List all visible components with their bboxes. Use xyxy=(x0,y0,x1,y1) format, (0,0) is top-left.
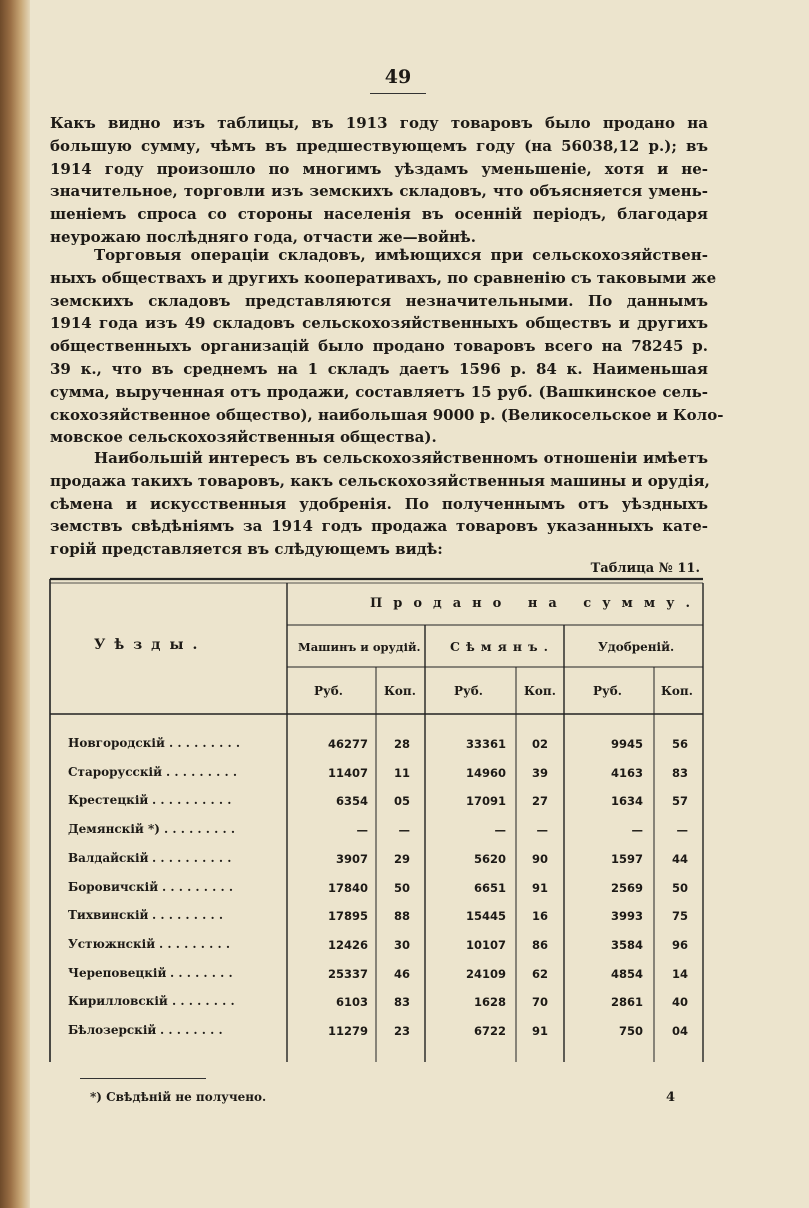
table-cell: 1628 xyxy=(473,995,506,1010)
table-cell: 57 xyxy=(671,794,688,809)
table-cell: 6103 xyxy=(335,995,368,1010)
table-cell: 56 xyxy=(671,737,688,751)
table-cell: 46 xyxy=(393,966,410,981)
table-cell: 6722 xyxy=(473,1024,506,1038)
table-subheader: Руб. xyxy=(314,684,343,698)
table-cell: 750 xyxy=(618,1024,643,1038)
table-cell: 5620 xyxy=(473,851,506,866)
table-cell: 23 xyxy=(393,1024,410,1038)
table-cell: 28 xyxy=(393,737,410,751)
table-cell: — xyxy=(494,823,506,838)
paragraph-line: Наибольшій интересъ въ сельскохозяйственномъ отношеніи имѣетъ xyxy=(94,449,708,467)
paragraph-line: общественныхъ организацій было продано товаровъ всего на 78245 р. xyxy=(50,337,708,356)
table-header-uezdy: Уѣзды. xyxy=(94,637,207,653)
table-cell: 17840 xyxy=(327,880,368,895)
paragraph-line: Торговыя операціи складовъ, имѣющихся при сельскохозяйствен- xyxy=(94,246,708,264)
table-row-name: Валдайскій xyxy=(68,850,149,865)
table-cell: 15445 xyxy=(465,909,506,924)
table-cell: — xyxy=(398,823,410,838)
table-row-dots: . . . . . . . . xyxy=(170,965,233,980)
table-cell: 91 xyxy=(531,880,548,895)
table-cell: 75 xyxy=(671,909,688,924)
table-cell: 50 xyxy=(393,880,410,895)
footnote-rule xyxy=(80,1078,206,1079)
paragraph-line: продажа такихъ товаровъ, какъ сельскохозяйственныя машины и орудія, xyxy=(50,471,710,490)
table-cell: 83 xyxy=(393,995,410,1010)
paragraph-line: ныхъ обществахъ и другихъ кооперативахъ, по сравненію съ таковыми же xyxy=(50,268,717,287)
paragraph-line: 1914 года изъ 49 складовъ сельскохозяйственныхъ обществъ и другихъ xyxy=(50,314,708,333)
table-group-fertilizers: Удобреній. xyxy=(598,640,675,654)
table-cell: 44 xyxy=(671,851,688,866)
table-row-name: Старорусскій xyxy=(68,764,162,779)
table-cell: 4854 xyxy=(610,966,643,981)
table-cell: 88 xyxy=(393,909,410,924)
table-row-name: Новгородскій xyxy=(68,736,165,750)
table-row-name: Устюжнскій xyxy=(68,936,156,951)
page xyxy=(30,0,809,1208)
table-cell: 30 xyxy=(393,937,410,952)
table-row-name: Боровичскій xyxy=(68,879,159,894)
table-cell: 2861 xyxy=(610,995,643,1010)
table-cell: 39 xyxy=(531,765,548,780)
paragraph-line: мовское сельскохозяйственныя общества). xyxy=(50,428,437,447)
page-number: 49 xyxy=(384,66,412,88)
paragraph-line: 1914 году произошло по многимъ уѣздамъ уменьшеніе, хотя и не- xyxy=(50,159,708,178)
table-row-dots: . . . . . . . . . xyxy=(166,764,238,779)
table-cell: 91 xyxy=(531,1024,548,1038)
table-cell: 1597 xyxy=(610,851,643,866)
table-subheader: Коп. xyxy=(384,684,416,698)
table-cell: 3584 xyxy=(610,937,643,952)
table-cell: 14960 xyxy=(465,765,506,780)
table-cell: 2569 xyxy=(610,880,643,895)
table-cell: 29 xyxy=(393,851,410,866)
table-cell: — xyxy=(536,823,548,838)
table-row-dots: . . . . . . . . xyxy=(172,994,235,1009)
paragraph-line: неурожаю послѣдняго года, отчасти же—войнѣ. xyxy=(50,227,476,246)
table-cell: 9945 xyxy=(610,737,643,751)
table-cell: 05 xyxy=(393,794,410,809)
table-cell: 33361 xyxy=(465,737,506,751)
table-row-dots: . . . . . . . . . xyxy=(152,908,224,923)
table-row-dots: . . . . . . . . . . xyxy=(152,850,232,865)
paragraph-line: Какъ видно изъ таблицы, въ 1913 году товаровъ было продано на xyxy=(50,114,708,132)
table-cell: 46277 xyxy=(327,737,368,751)
paragraph-line: сумма, вырученная отъ продажи, составляетъ 15 руб. (Вашкинское сель- xyxy=(50,382,708,401)
table-cell: 4163 xyxy=(610,765,643,780)
table-cell: 50 xyxy=(671,880,688,895)
table-cell: 70 xyxy=(531,995,548,1010)
table-cell: 11 xyxy=(393,765,410,780)
table-cell: 27 xyxy=(531,794,548,809)
table-group-machines: Машинъ и орудій. xyxy=(298,640,421,654)
table-row-name: Бѣлозерскій xyxy=(68,1023,157,1037)
table-cell: 96 xyxy=(671,937,688,952)
table-cell: 24109 xyxy=(465,966,506,981)
table-row-dots: . . . . . . . . . xyxy=(162,879,234,894)
table-row-name: Череповецкій xyxy=(68,965,167,980)
table-row-name: Кирилловскій xyxy=(68,994,168,1009)
signature-mark: 4 xyxy=(666,1090,676,1105)
table-row-dots: . . . . . . . . . xyxy=(169,736,241,750)
paragraph-line: 39 к., что въ среднемъ на 1 складъ даетъ 1596 р. 84 к. Наименьшая xyxy=(50,359,708,378)
table-header-sold: Продано на сумму. xyxy=(370,596,701,611)
table-cell: 04 xyxy=(671,1024,688,1038)
table-cell: 02 xyxy=(531,737,548,751)
footnote: *) Свѣдѣній не получено. xyxy=(90,1090,267,1104)
book-spine-shadow xyxy=(0,0,30,1208)
table-cell: — xyxy=(676,823,688,838)
table-caption: Таблица № 11. xyxy=(590,561,700,576)
table-row-dots: . . . . . . . . . xyxy=(164,822,236,837)
table-cell: 40 xyxy=(671,995,688,1010)
table-cell: — xyxy=(356,823,368,838)
table-cell: 17091 xyxy=(465,794,506,809)
paragraph-line: шеніемъ спроса со стороны населенія въ осенній періодъ, благодаря xyxy=(50,205,708,224)
paragraph-line: значительное, торговли изъ земскихъ складовъ, что объясняется умень- xyxy=(50,182,708,201)
paragraph-line: земствъ свѣдѣніямъ за 1914 годъ продажа товаровъ указанныхъ кате- xyxy=(50,517,708,536)
paragraph-line: сѣмена и искусственныя удобренія. По полученнымъ отъ уѣздныхъ xyxy=(50,494,708,513)
table-cell: 6651 xyxy=(473,880,506,895)
table-row-name: Тихвинскій xyxy=(68,908,149,923)
table-cell: 16 xyxy=(531,909,548,924)
table-subheader: Коп. xyxy=(524,684,556,698)
table-row-dots: . . . . . . . . . . xyxy=(152,793,232,808)
paragraph-line: горій представляется въ слѣдующемъ видѣ: xyxy=(50,540,443,559)
table-cell: 17895 xyxy=(327,909,368,924)
paragraph-line: скохозяйственное общество), наибольшая 9000 р. (Великосельское и Коло- xyxy=(50,405,724,424)
table-cell: 86 xyxy=(531,937,548,952)
table-cell: 11279 xyxy=(327,1024,368,1038)
table-cell: 3993 xyxy=(610,909,643,924)
table-cell: 10107 xyxy=(465,937,506,952)
table-cell: 62 xyxy=(531,966,548,981)
table-cell: 14 xyxy=(671,966,688,981)
table-cell: 25337 xyxy=(327,966,368,981)
table-cell: 11407 xyxy=(327,765,368,780)
table-cell: 83 xyxy=(671,765,688,780)
table-cell: 1634 xyxy=(610,794,643,809)
table-group-seeds: Сѣмянъ. xyxy=(450,639,554,654)
table-row-name: Крестецкій xyxy=(68,793,149,808)
paragraph-line: земскихъ складовъ представляются незначительными. По даннымъ xyxy=(50,291,708,310)
table-cell: 3907 xyxy=(335,851,368,866)
table-cell: 6354 xyxy=(335,794,368,809)
table-subheader: Коп. xyxy=(661,684,693,698)
table-cell: 12426 xyxy=(327,937,368,952)
table-subheader: Руб. xyxy=(454,684,483,698)
paragraph-line: большую сумму, чѣмъ въ предшествующемъ году (на 56038,12 р.); въ xyxy=(50,136,708,155)
table-row-dots: . . . . . . . . . xyxy=(159,936,231,951)
table-row-name: Демянскій *) xyxy=(68,822,160,837)
table-cell: 90 xyxy=(531,851,548,866)
table-row-dots: . . . . . . . . xyxy=(160,1023,223,1037)
table-subheader: Руб. xyxy=(593,684,622,698)
table-cell: — xyxy=(631,823,643,838)
